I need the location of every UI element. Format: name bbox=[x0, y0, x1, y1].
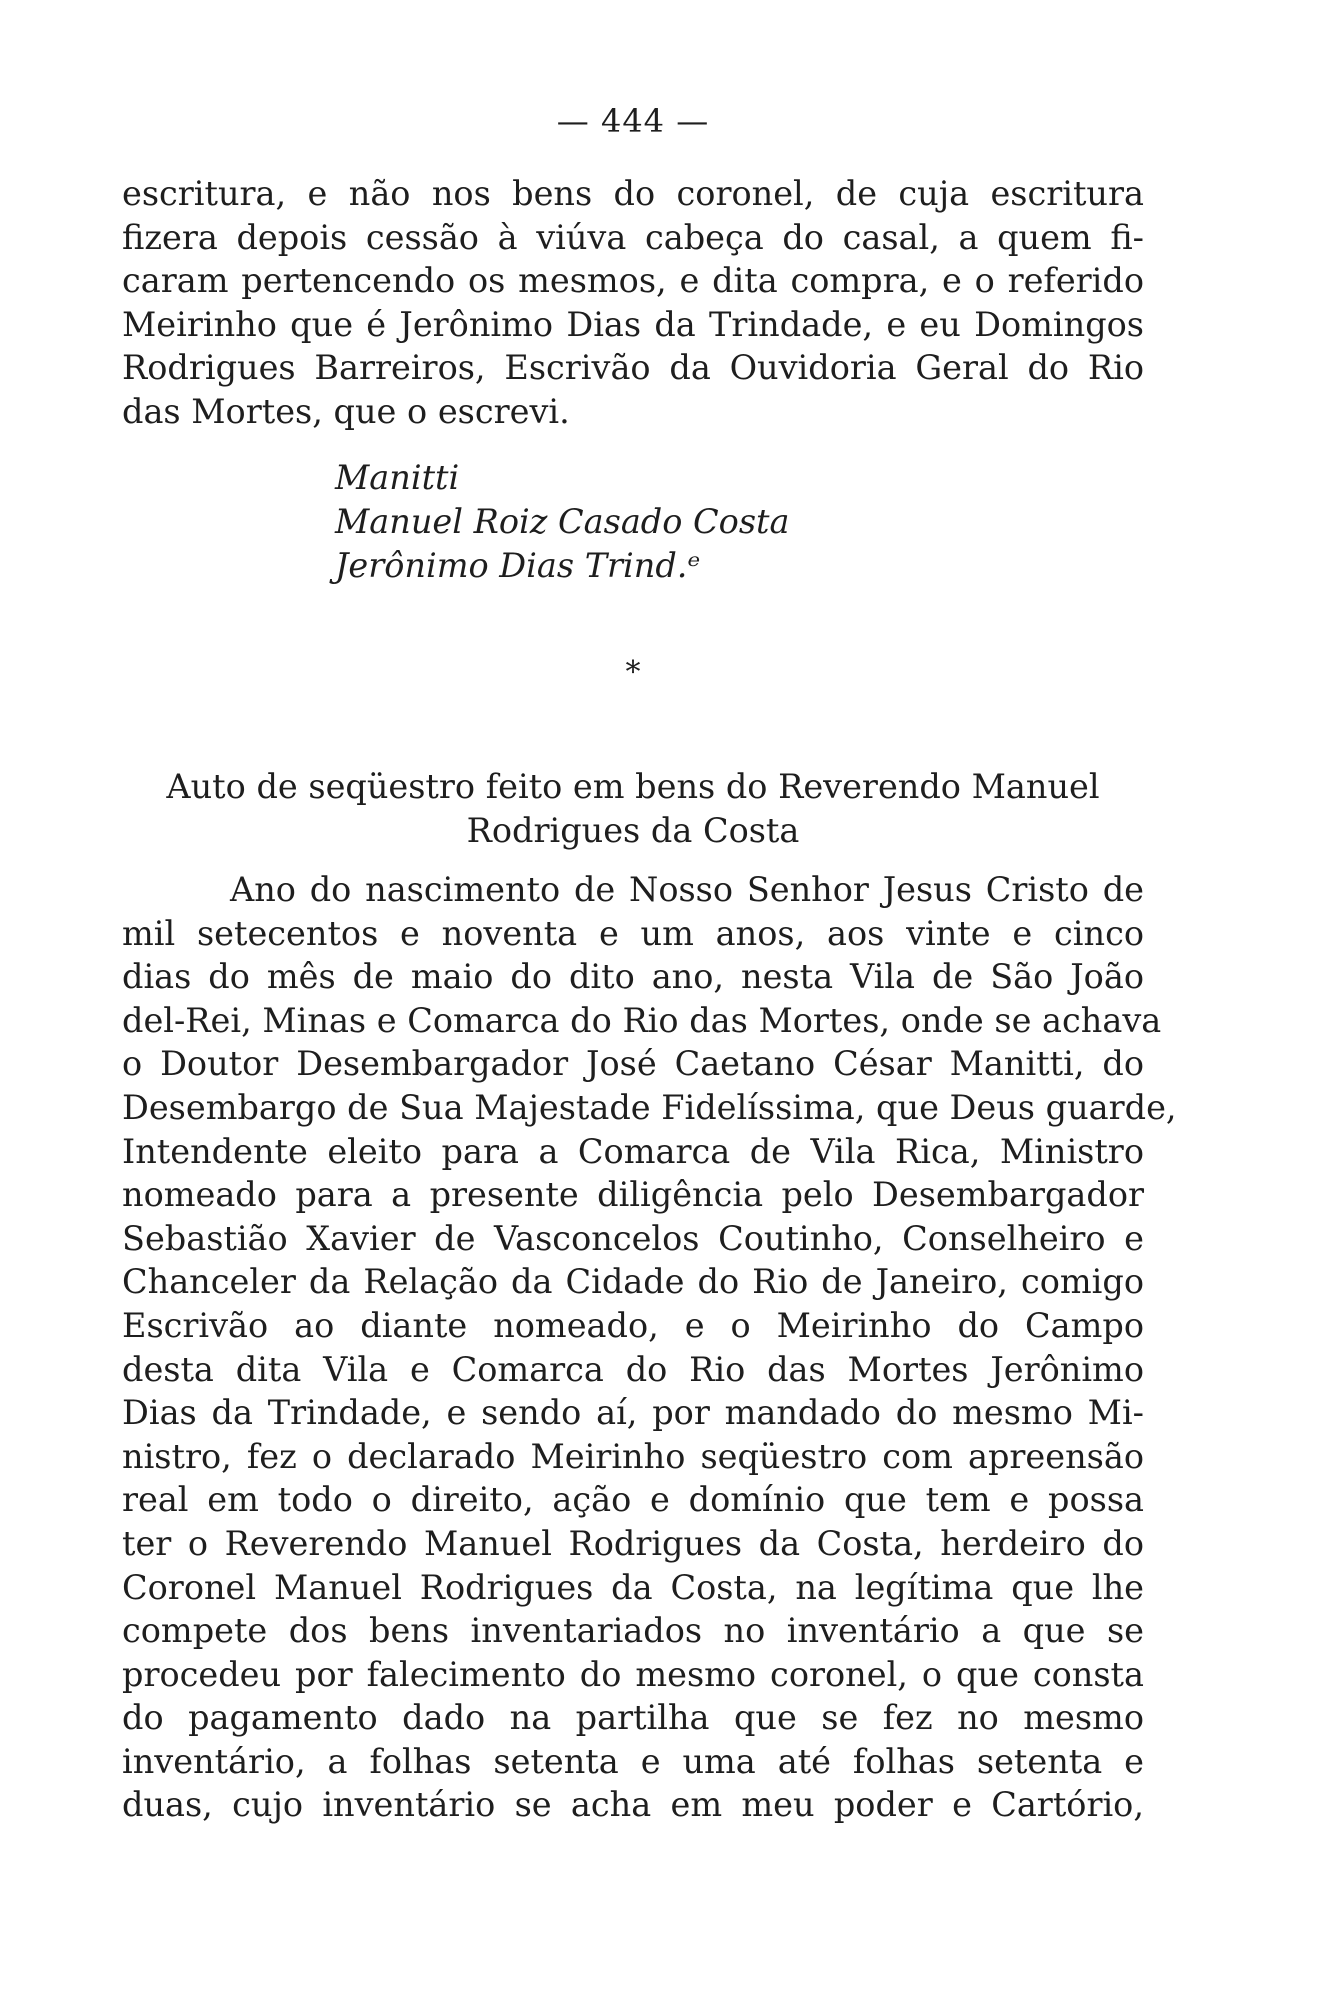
heading-line: Auto de seqüestro feito em bens do Reverendo Manuel bbox=[166, 767, 1100, 806]
text-line: Sebastião Xavier de Vasconcelos Coutinho, Conselheiro e bbox=[122, 1218, 1144, 1258]
text-line: compete dos bens inventariados no inventário a que se bbox=[122, 1611, 1144, 1651]
text-line: escritura, e não nos bens do coronel, de cuja escritura bbox=[122, 174, 1144, 213]
text-line: mil setecentos e noventa e um anos, aos vinte e cinco bbox=[122, 913, 1144, 953]
text-line: Intendente eleito para a Comarca de Vila Rica, Ministro bbox=[122, 1131, 1144, 1171]
text-line: das Mortes, que o escrevi. bbox=[122, 391, 570, 431]
text-line: dias do mês de maio do dito ano, nesta Vila de São João bbox=[122, 957, 1144, 997]
heading-line: Rodrigues da Costa bbox=[466, 811, 800, 850]
section-heading bbox=[122, 765, 1144, 853]
text-line: Dias da Trindade, e sendo aí, por mandado do mesmo Mi- bbox=[122, 1393, 1144, 1433]
text-line: desta dita Vila e Comarca do Rio das Mortes Jerônimo bbox=[122, 1349, 1144, 1389]
text-line: procedeu por falecimento do mesmo coronel, o que consta bbox=[122, 1654, 1144, 1694]
paragraph-continuation bbox=[122, 172, 1144, 434]
text-line: nistro, fez o declarado Meirinho seqüestro com apreensão bbox=[122, 1436, 1144, 1476]
signature-manuel-roiz: Manuel Roiz Casado Costa bbox=[335, 502, 790, 541]
text-line: o Doutor Desembargador José Caetano César Manitti, do bbox=[122, 1044, 1144, 1084]
text-line: ter o Reverendo Manuel Rodrigues da Costa, herdeiro do bbox=[122, 1523, 1144, 1563]
text-line: do pagamento dado na partilha que se fez no mesmo bbox=[122, 1698, 1144, 1738]
asterisk-separator: * bbox=[625, 655, 641, 690]
text-line: Meirinho que é Jerônimo Dias da Trindade, e eu Domingos bbox=[122, 304, 1144, 344]
text-line: Desembargo de Sua Majestade Fidelíssima, que Deus guarde, bbox=[122, 1087, 1177, 1127]
text-line: nomeado para a presente diligência pelo Desembargador bbox=[122, 1175, 1144, 1215]
text-line: del-Rei, Minas e Comarca do Rio das Mortes, onde se achava bbox=[122, 1000, 1162, 1040]
text-line: fizera depois cessão à viúva cabeça do casal, a quem fi- bbox=[122, 217, 1144, 257]
text-line: Escrivão ao diante nomeado, e o Meirinho do Campo bbox=[122, 1305, 1144, 1345]
text-line: duas, cujo inventário se acha em meu poder e Cartório, bbox=[122, 1785, 1144, 1825]
text-line: inventário, a folhas setenta e uma até folhas setenta e bbox=[122, 1741, 1144, 1781]
paragraph-auto bbox=[122, 868, 1177, 1827]
signature-block bbox=[335, 456, 789, 588]
text-line: Rodrigues Barreiros, Escrivão da Ouvidoria Geral do Rio bbox=[122, 348, 1144, 388]
text-line: Coronel Manuel Rodrigues da Costa, na legítima que lhe bbox=[122, 1567, 1144, 1607]
text-line: Ano do nascimento de Nosso Senhor Jesus Cristo de bbox=[230, 870, 1144, 909]
text-line: Chanceler da Relação da Cidade do Rio de Janeiro, comigo bbox=[122, 1262, 1144, 1302]
text-line: real em todo o direito, ação e domínio que tem e possa bbox=[122, 1480, 1144, 1520]
page-number: — 444 — bbox=[556, 102, 710, 140]
signature-jeronimo: Jerônimo Dias Trind.ᵉ bbox=[335, 546, 701, 585]
signature-manitti: Manitti bbox=[335, 458, 460, 497]
text-line: caram pertencendo os mesmos, e dita compra, e o referido bbox=[122, 261, 1144, 301]
